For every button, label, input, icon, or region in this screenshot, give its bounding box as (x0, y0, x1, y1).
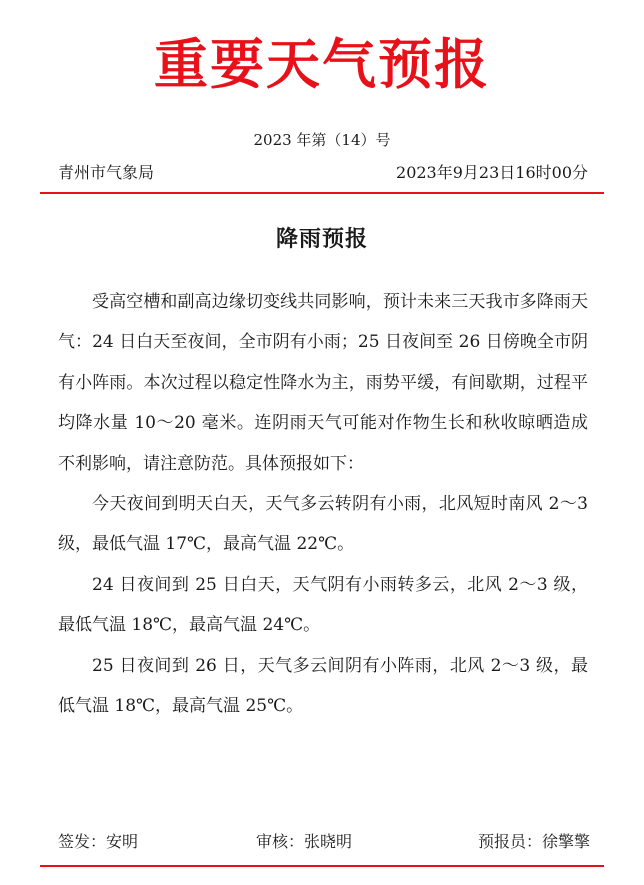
document-title: 降雨预报 (275, 226, 368, 252)
issued-time: 2023年9月23日16时00分 (396, 163, 588, 182)
paragraph-day-3: 25 日夜间到 26 日，天气多云间阴有小阵雨，北风 2～3 级，最低气温 18℃，最高气温 25℃。 (58, 655, 588, 717)
paragraph-summary: 受高空槽和副高边缘切变线共同影响，预计未来三天我市多降雨天气：24 日白天至夜间，全市阴有小雨；25 日夜间至 26 日傍晚全市阴有小阵雨。本次过程以稳定性降水为主，雨势平缓，有间歇期，过程平均降水量 10～20 毫米。连阴雨天气可能对作物生长和秋收晾晒造成不利影响，请注意防范。具体预报如下： (58, 292, 588, 474)
issuer-row (58, 160, 588, 186)
signed-by: 签发：安明 (58, 832, 139, 851)
paragraph-day-1: 今天夜间到明天白天，天气多云转阴有小雨，北风短时南风 2～3 级，最低气温 17℃，最高气温 22℃。 (58, 494, 588, 555)
forecast-body (58, 282, 588, 726)
reviewed-by: 审核：张晓明 (256, 832, 353, 851)
paragraph-day-2: 24 日夜间到 25 日白天，天气阴有小雨转多云，北风 2～3 级，最低气温 18℃，最高气温 24℃。 (58, 574, 588, 636)
red-divider-bottom (40, 865, 604, 867)
issuer-name: 青州市气象局 (58, 163, 155, 182)
signature-row (58, 828, 590, 856)
forecaster: 预报员：徐擎擎 (477, 832, 590, 851)
red-divider-top (40, 192, 604, 194)
issue-number: 2023 年第（14）号 (253, 131, 391, 149)
masthead-title: 重要天气预报 (154, 32, 490, 96)
